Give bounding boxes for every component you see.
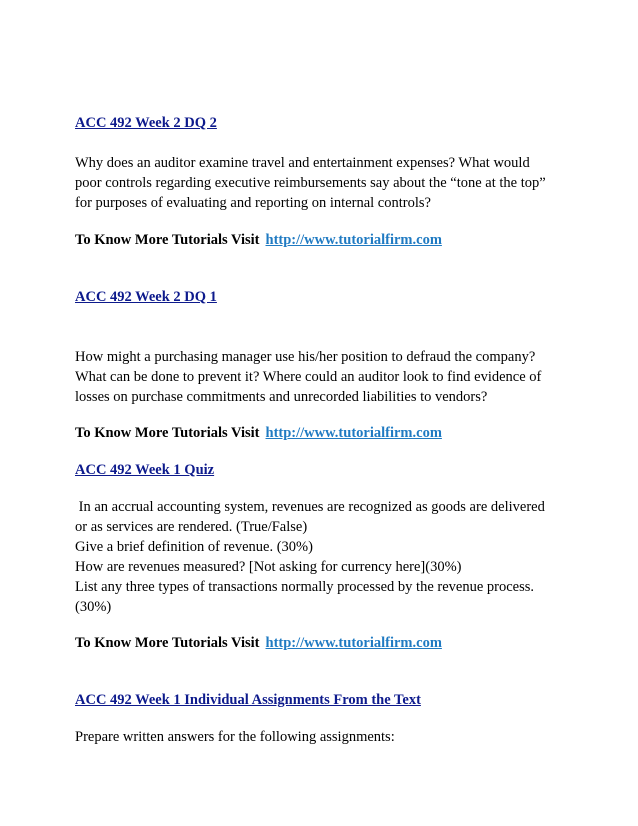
- section-heading[interactable]: [75, 460, 565, 480]
- tutorial-cta: [75, 230, 565, 250]
- section-body: [75, 497, 565, 617]
- section-body: [75, 727, 565, 747]
- body-line: How are revenues measured? [Not asking for currency here](30%): [75, 559, 462, 575]
- body-line: In an accrual accounting system, revenues are recognized as goods are delivered: [75, 499, 545, 515]
- section-heading[interactable]: [75, 113, 565, 133]
- heading-link-week1-quiz[interactable]: ACC 492 Week 1 Quiz: [75, 462, 215, 478]
- body-line: losses on purchase commitments and unrecorded liabilities to vendors?: [75, 389, 488, 405]
- section-body: [75, 153, 565, 213]
- cta-label: To Know More Tutorials Visit: [75, 232, 260, 248]
- body-line: poor controls regarding executive reimbursements say about the “tone at the top”: [75, 175, 546, 191]
- cta-url-link[interactable]: http://www.tutorialfirm.com: [265, 425, 442, 441]
- tutorial-cta: [75, 423, 565, 443]
- body-line: List any three types of transactions normally processed by the revenue process.: [75, 579, 535, 595]
- body-line: (30%): [75, 599, 112, 615]
- body-line: Why does an auditor examine travel and entertainment expenses? What would: [75, 155, 530, 171]
- body-line: or as services are rendered. (True/False): [75, 519, 308, 535]
- body-line: Give a brief definition of revenue. (30%): [75, 539, 313, 555]
- body-line: Prepare written answers for the following assignments:: [75, 729, 395, 745]
- body-line: What can be done to prevent it? Where could an auditor look to find evidence of: [75, 369, 542, 385]
- section-heading[interactable]: [75, 690, 565, 710]
- tutorial-cta: [75, 633, 565, 653]
- cta-label: To Know More Tutorials Visit: [75, 425, 260, 441]
- heading-link-week2-dq2[interactable]: ACC 492 Week 2 DQ 2: [75, 115, 217, 131]
- cta-url-link[interactable]: http://www.tutorialfirm.com: [265, 635, 442, 651]
- body-line: for purposes of evaluating and reporting on internal controls?: [75, 195, 431, 211]
- cta-label: To Know More Tutorials Visit: [75, 635, 260, 651]
- section-body: [75, 347, 565, 407]
- body-line: How might a purchasing manager use his/her position to defraud the company?: [75, 349, 536, 365]
- heading-link-week1-individual-assignments[interactable]: ACC 492 Week 1 Individual Assignments From the Text: [75, 692, 421, 708]
- section-heading[interactable]: [75, 287, 565, 307]
- cta-url-link[interactable]: http://www.tutorialfirm.com: [265, 232, 442, 248]
- heading-link-week2-dq1[interactable]: ACC 492 Week 2 DQ 1: [75, 289, 217, 305]
